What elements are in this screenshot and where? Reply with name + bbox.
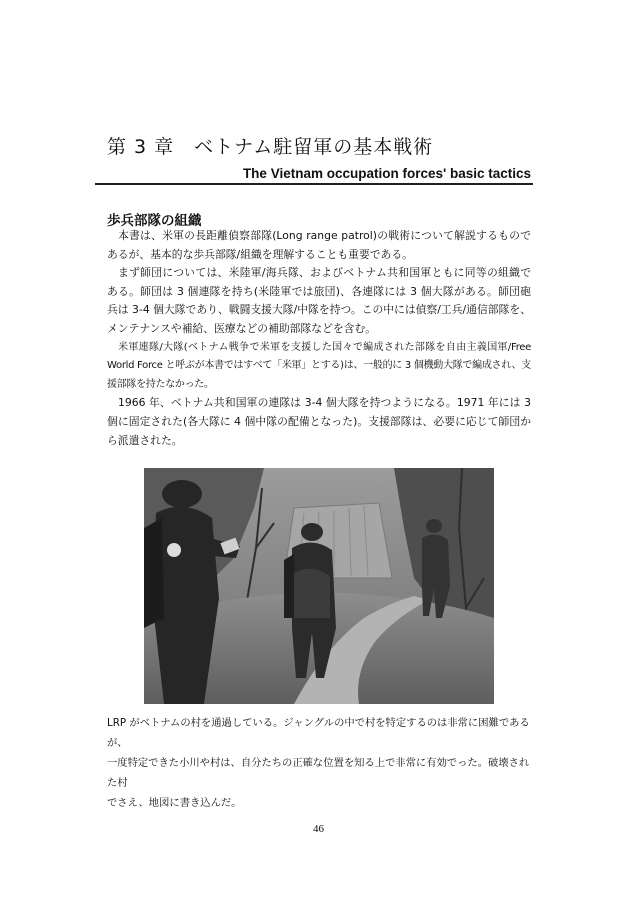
page-number: 46	[313, 823, 324, 835]
caption-line: LRP がベトナムの村を通過している。ジャングルの中で村を特定するのは非常に困難であるが、	[107, 717, 530, 749]
paragraph: まず師団については、米陸軍/海兵隊、およびベトナム共和国軍ともに同等の組織である。師団は 3 個連隊を持ち(米陸軍では旅団)、各連隊には 3 個大隊がある。師団砲兵は 3-4 個大隊であり、戦闘支援大隊/中隊を持つ。この中には偵察/工兵/通信部隊を、メンテナンスや補給、医療などの補助部隊などを含む。	[107, 266, 531, 335]
chapter-title-text: ベトナム駐留軍の基本戦術	[194, 136, 434, 158]
paragraph: 本書は、米軍の長距離偵察部隊(Long range patrol)の戦術について解説するものであるが、基本的な歩兵部隊/組織を理解することも重要である。	[107, 229, 531, 261]
caption-line: でさえ、地図に書き込んだ。	[107, 797, 242, 809]
chapter-number: 第 3 章	[107, 136, 175, 158]
title-divider	[95, 183, 533, 185]
body-text	[107, 227, 531, 450]
chapter-subtitle-english: The Vietnam occupation forces' basic tactics	[242, 166, 531, 181]
paragraph: 米軍連隊/大隊(ベトナム戦争で米軍を支援した国々で編成された部隊を自由主義国軍/Free World Force と呼ぶが本書ではすべて「米軍」とする)は、一般的に 3 個機動大隊で編成され、支援部隊を持たなかった。	[107, 341, 531, 390]
caption-line: 一度特定できた小川や村は、自分たちの正確な位置を知る上で非常に有効でった。破壊された村	[107, 757, 530, 789]
chapter-title	[107, 132, 433, 159]
paragraph: 1966 年、ベトナム共和国軍の連隊は 3-4 個大隊を持つようになる。1971 年には 3 個に固定された(各大隊に 4 個中隊の配備となった)。支援部隊は、必要に応じて師団から派遣された。	[107, 396, 531, 447]
photo-caption	[107, 713, 533, 813]
section-heading: 歩兵部隊の組織	[107, 213, 202, 229]
photo-soldiers-patrol	[144, 468, 494, 704]
